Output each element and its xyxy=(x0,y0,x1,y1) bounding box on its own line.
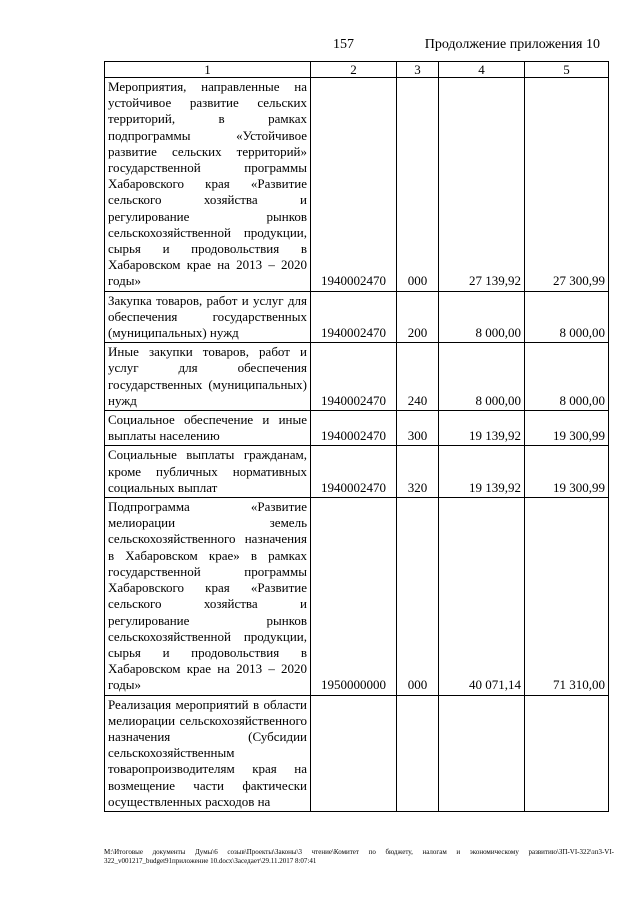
row-sum-b: 19 300,99 xyxy=(525,446,609,498)
column-number: 3 xyxy=(397,62,439,78)
row-name: Подпрограмма «Развитие мелиорации земель сельскохозяйственного назначения в Хабаровском крае» в рамках государственной программы Хабаровского края «Развитие сельского хозяйства и регулирование рынков сельскохозяйственной продукции, сырья и продовольствия в Хабаровском крае на 2013 – 2020 годы» xyxy=(105,498,311,695)
row-expense-type: 320 xyxy=(397,446,439,498)
column-number: 1 xyxy=(105,62,311,78)
row-name: Закупка товаров, работ и услуг для обеспечения государственных (муниципальных) нужд xyxy=(105,291,311,343)
row-name: Иные закупки товаров, работ и услуг для обеспечения государственных (муниципальных) нужд xyxy=(105,343,311,411)
row-sum-b: 71 310,00 xyxy=(525,498,609,695)
row-code: 1940002470 xyxy=(311,343,397,411)
column-number: 5 xyxy=(525,62,609,78)
row-expense-type: 240 xyxy=(397,343,439,411)
row-sum-a: 8 000,00 xyxy=(439,291,525,343)
continuation-label: Продолжение приложения 10 xyxy=(424,37,600,52)
row-expense-type xyxy=(397,695,439,811)
row-name: Социальное обеспечение и иные выплаты населению xyxy=(105,411,311,446)
row-code: 1940002470 xyxy=(311,291,397,343)
row-sum-b: 8 000,00 xyxy=(525,291,609,343)
row-sum-a: 19 139,92 xyxy=(439,446,525,498)
table-row xyxy=(105,78,609,292)
row-sum-b: 8 000,00 xyxy=(525,343,609,411)
column-number-row xyxy=(105,62,609,78)
row-name: Мероприятия, направленные на устойчивое развитие сельских территорий, в рамках подпрограммы «Устойчивое развитие сельских территорий» государственной программы Хабаровского края «Развитие сельского хозяйства и регулирование рынков сельскохозяйственной продукции, сырья и продовольствия в Хабаровском крае на 2013 – 2020 годы» xyxy=(105,78,311,292)
row-sum-a xyxy=(439,695,525,811)
row-sum-a: 19 139,92 xyxy=(439,411,525,446)
table-row xyxy=(105,695,609,811)
column-number: 4 xyxy=(439,62,525,78)
row-code: 1940002470 xyxy=(311,411,397,446)
row-code xyxy=(311,695,397,811)
row-code: 1950000000 xyxy=(311,498,397,695)
row-sum-b xyxy=(525,695,609,811)
row-sum-a: 40 071,14 xyxy=(439,498,525,695)
budget-table xyxy=(104,61,609,812)
row-sum-b: 19 300,99 xyxy=(525,411,609,446)
column-number: 2 xyxy=(311,62,397,78)
row-expense-type: 000 xyxy=(397,498,439,695)
table-row xyxy=(105,343,609,411)
row-name: Социальные выплаты гражданам, кроме публичных нормативных социальных выплат xyxy=(105,446,311,498)
page-number: 157 xyxy=(333,37,354,52)
row-sum-a: 27 139,92 xyxy=(439,78,525,292)
row-code: 1940002470 xyxy=(311,78,397,292)
row-expense-type: 300 xyxy=(397,411,439,446)
table-row xyxy=(105,291,609,343)
table-row xyxy=(105,411,609,446)
row-sum-b: 27 300,99 xyxy=(525,78,609,292)
table-row xyxy=(105,446,609,498)
file-path-footer: M:\Итоговые документы Думы\6 созыв\Проекты\Законы\3 чтение\Комитет по бюджету, налогам и экономическому развитию\ЗП-VI-322\зп3-VI-322_v001217_budget91приложение 10.docx\Заседает\29.11.2017 8:07:41 xyxy=(104,848,614,865)
row-expense-type: 000 xyxy=(397,78,439,292)
row-expense-type: 200 xyxy=(397,291,439,343)
table-row xyxy=(105,498,609,695)
row-code: 1940002470 xyxy=(311,446,397,498)
row-sum-a: 8 000,00 xyxy=(439,343,525,411)
row-name: Реализация мероприятий в области мелиорации сельскохозяйственного назначения (Субсидии сельскохозяйственным товаропроизводителям края на возмещение части фактически осуществленных расходов на xyxy=(105,695,311,811)
